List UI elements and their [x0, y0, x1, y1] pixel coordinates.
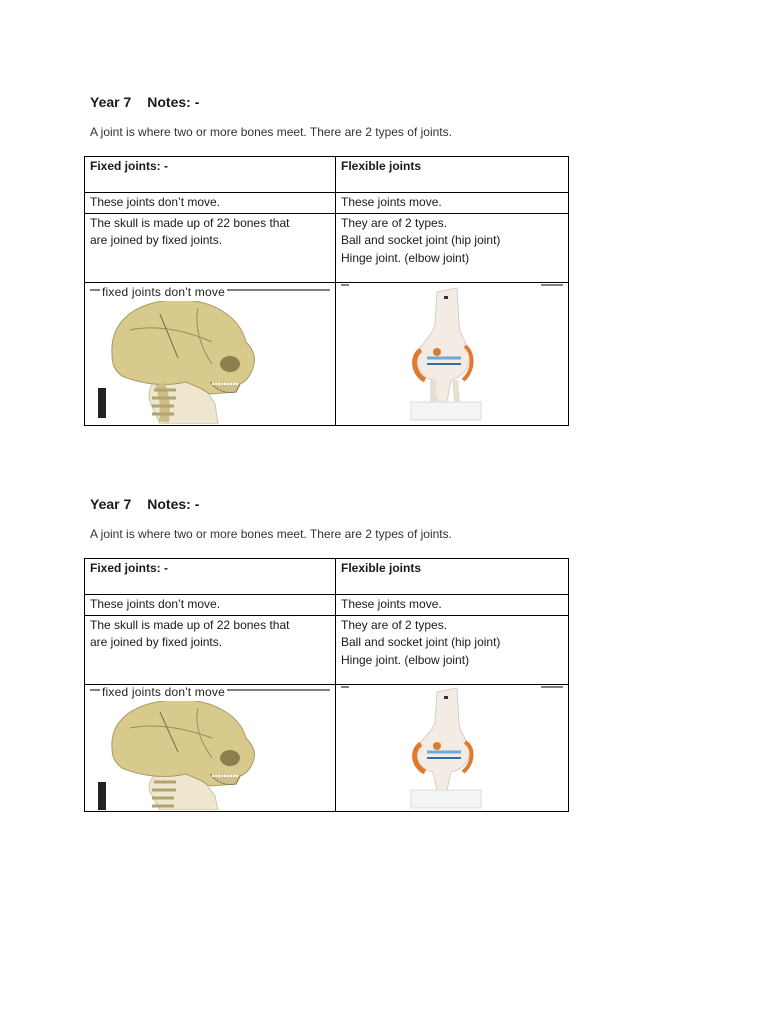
description-line: The skull is made up of 22 bones that [90, 617, 290, 632]
joints-table [84, 558, 569, 812]
description-line: They are of 2 types. [341, 215, 448, 230]
description-line: are joined by fixed joints. [90, 635, 223, 649]
knee-joint-model-icon [341, 686, 563, 810]
fixed-joints-movement: These joints don’t move. [85, 193, 336, 214]
intro-text: A joint is where two or more bones meet. There are 2 types of joints. [90, 125, 452, 139]
knee-image-cell [336, 684, 569, 811]
skull-image-cell [85, 684, 336, 811]
description-line: The skull is made up of 22 bones that [90, 215, 290, 230]
heading-year: Year 7 [90, 496, 132, 512]
table-header-row [85, 559, 569, 595]
flexible-joints-header: Flexible joints [336, 157, 569, 193]
section-heading [90, 496, 199, 512]
fixed-joints-header: Fixed joints: - [85, 157, 336, 193]
heading-year: Year 7 [90, 94, 132, 110]
image-row [85, 684, 569, 811]
fixed-joints-header: Fixed joints: - [85, 559, 336, 595]
flexible-joints-movement: These joints move. [336, 193, 569, 214]
skull-caption: fixed joints don't move [100, 684, 227, 701]
description-line: Hinge joint. (elbow joint) [341, 652, 470, 667]
description-line: Hinge joint. (elbow joint) [341, 250, 470, 265]
heading-notes: Notes: - [147, 94, 200, 110]
description-line: Ball and socket joint (hip joint) [341, 635, 501, 649]
description-line: are joined by fixed joints. [90, 233, 223, 247]
notes-section-2 [84, 0, 546, 820]
flexible-joints-movement: These joints move. [336, 595, 569, 616]
table-row [85, 615, 569, 684]
heading-notes: Notes: - [147, 496, 200, 512]
skull-icon [90, 686, 330, 810]
flexible-joints-header: Flexible joints [336, 559, 569, 595]
description-line: Ball and socket joint (hip joint) [341, 233, 501, 247]
flexible-joints-description [336, 615, 569, 684]
skull-caption: fixed joints don't move [100, 284, 227, 302]
fixed-joints-description [85, 615, 336, 684]
fixed-joints-movement: These joints don’t move. [85, 595, 336, 616]
description-line: They are of 2 types. [341, 617, 448, 632]
table-row [85, 595, 569, 616]
intro-text: A joint is where two or more bones meet. There are 2 types of joints. [90, 527, 452, 541]
